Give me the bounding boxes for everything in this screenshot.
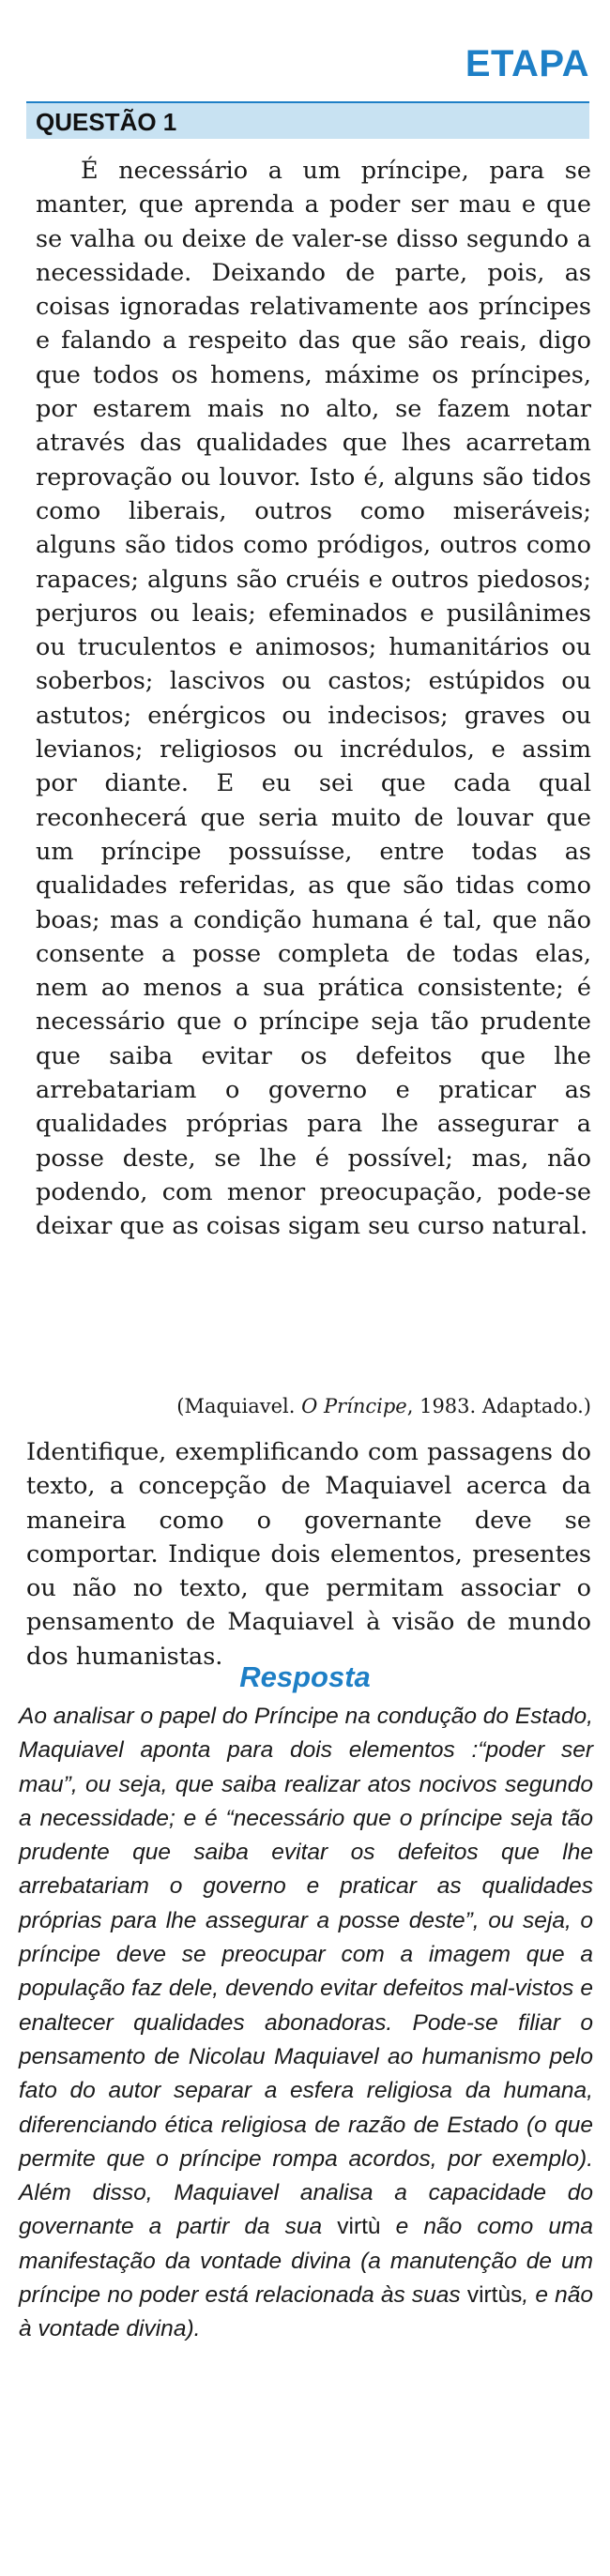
- answer-part-3: , e não à vontade divina).: [19, 2282, 593, 2342]
- passage-paragraph: É necessário a um príncipe, para se manter, que aprenda a poder ser mau e que se valha ou deixe de valer-se disso segundo a necessidade. Deixando de parte, pois, as coisas ignoradas relativamente aos príncipes e falando a respeito das que são reais, digo que todos os homens, máxime os príncipes, por estarem mais no alto, se fazem notar através das qualidades que lhes acarretam reprovação ou louvor. Isto é, alguns são tidos como liberais, outros como miseráveis; alguns são tidos como pródigos, outros como rapaces; alguns são cruéis e outros piedosos; perjuros ou leais; efeminados e pusilânimes ou truculentos e animosos; humanitários ou soberbos; lascivos ou castos; estúpidos ou astutos; enérgicos ou indecisos; graves ou levianos; religiosos ou incrédulos, e assim por diante. E eu sei que cada qual reconhecerá que seria muito de louvar que um príncipe possuísse, entre todas as qualidades referidas, as que são tidas como boas; mas a condição humana é tal, que não consente a posse completa de todas elas, nem ao menos a sua prática consistente; é necessário que o príncipe seja tão prudente que saiba evitar os defeitos que lhe arrebatariam o governo e praticar as qualidades próprias para lhe assegurar a posse deste, se lhe é possível; mas, não podendo, com menor preocupação, pode-se deixar que as coisas sigam seu curso natural.: [36, 157, 591, 1241]
- answer-part-2: e não como uma manifestação da vontade divina (a manutenção de um príncipe no poder está relacionada às suas: [19, 2214, 594, 2309]
- question-header-bar: [26, 101, 589, 139]
- answer-text: [19, 1700, 593, 2347]
- citation-author: (Maquiavel.: [176, 1395, 302, 1417]
- passage-citation: [176, 1393, 591, 1419]
- answer-part-1: Ao analisar o papel do Príncipe na condução do Estado, Maquiavel aponta para dois elementos :“poder ser mau”, ou seja, que saiba realizar atos nocivos segundo a necessidade; e é “necessário que o príncipe seja tão prudente que saiba evitar os defeitos que lhe arrebatariam o governo e praticar as qualidades próprias para lhe assegurar a posse deste”, ou seja, o príncipe deve se preocupar com a imagem que a população faz dele, devendo evitar defeitos mal-vistos e enaltecer qualidades abonadoras. Pode-se filiar o pensamento de Nicolau Maquiavel ao humanismo pelo fato do autor separar a esfera religiosa da humana, diferenciando ética religiosa de razão de Estado (o que permite que o príncipe rompa acordos, por exemplo). Além disso, Maquiavel analisa a capacidade do governante a partir da sua: [19, 1704, 593, 2240]
- answer-term-virtus: virtùs: [466, 2282, 523, 2309]
- citation-details: , 1983. Adaptado.): [406, 1395, 591, 1417]
- answer-heading: Resposta: [239, 1660, 371, 1693]
- answer-term-virtu: virtù: [337, 2214, 381, 2240]
- citation-work-title: O Príncipe: [301, 1395, 407, 1417]
- question-prompt: Identifique, exemplificando com passagens do texto, a concepção de Maquiavel acerca da maneira como o governante deve se comportar. Indique dois elementos, presentes ou não no texto, que permitam associar o pensamento de Maquiavel à visão de mundo dos humanistas.: [26, 1438, 591, 1671]
- passage-text-block: [36, 154, 591, 1244]
- question-title: QUESTÃO 1: [36, 108, 177, 136]
- brand-logo: ETAPA: [465, 43, 589, 84]
